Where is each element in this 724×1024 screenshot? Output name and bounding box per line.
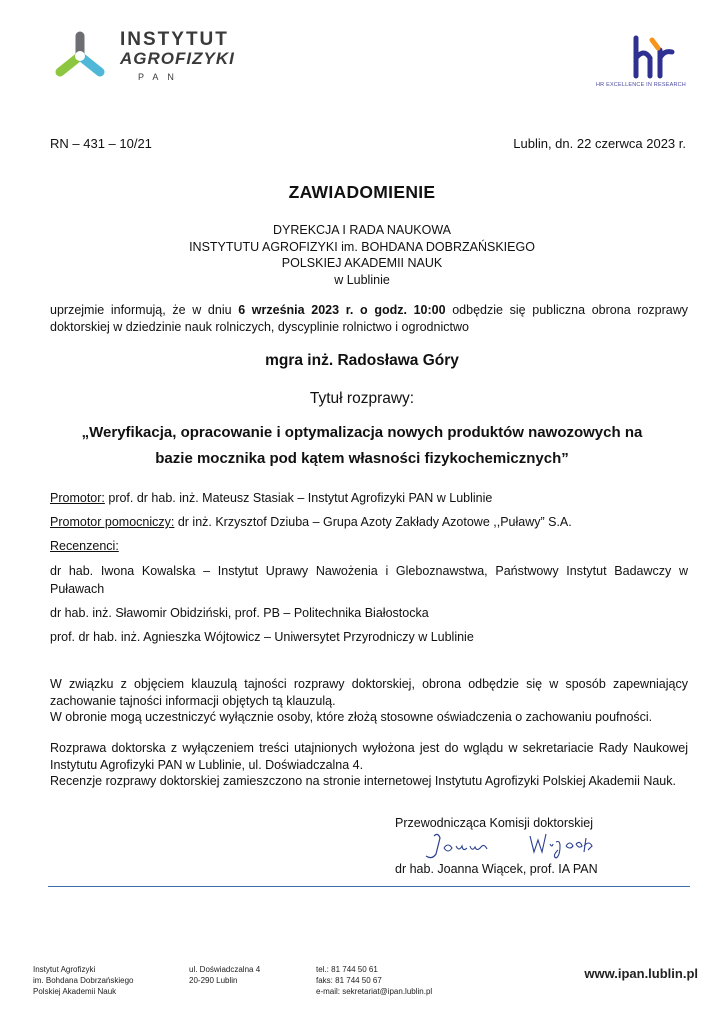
page-title: ZAWIADOMIENIE	[288, 182, 436, 202]
thesis-label: Tytuł rozprawy:	[309, 390, 415, 407]
promotor-text: prof. dr hab. inż. Mateusz Stasiak – Instytut Agrofizyki PAN w Lublinie	[104, 491, 493, 505]
footer-street-col: ul. Doświadczalna 4 20-290 Lublin	[189, 965, 261, 985]
website-link[interactable]: www.ipan.lublin.pl	[584, 966, 698, 981]
document-date: Lublin, dn. 22 czerwca 2023 r.	[513, 136, 686, 151]
institute-logo-icon	[50, 28, 114, 84]
org-line: DYREKCJA I RADA NAUKOWA	[272, 223, 452, 237]
promotor-assistant-text: dr inż. Krzysztof Dziuba – Grupa Azoty Zakłady Azotowe ,,Puławy” S.A.	[174, 515, 572, 529]
signatory-name: dr hab. Joanna Wiącek, prof. IA PAN	[395, 862, 598, 876]
promotor-label: Promotor:	[50, 491, 105, 505]
candidate-name: mgra inż. Radosława Góry	[265, 352, 459, 369]
handwritten-signature	[418, 828, 638, 864]
organization-block	[40, 222, 684, 288]
logo-line-3: PAN	[138, 72, 183, 82]
thesis-title: „Weryfikacja, opracowanie i optymalizacja nowych produktów nawozowych na bazie mocznika pod kątem własności fizykochemicznych”	[81, 424, 643, 467]
reviewer-item: dr hab. inż. Sławomir Obidziński, prof. PB – Politechnika Białostocka	[50, 606, 429, 620]
document-reference: RN – 431 – 10/21	[50, 136, 152, 151]
public-paragraph	[50, 740, 688, 790]
reviewer-item: dr hab. Iwona Kowalska – Instytut Uprawy Nawożenia i Gleboznawstwa, Państwowy Instytut Badawczy w Puławach	[50, 564, 688, 596]
footer-address-col: Instytut Agrofizyki im. Bohdana Dobrzańskiego Polskiej Akademii Nauk	[33, 965, 134, 996]
org-line: POLSKIEJ AKADEMII NAUK	[281, 256, 443, 270]
logo-line-2: AGROFIZYKI	[120, 49, 235, 68]
promotor-assistant-label: Promotor pomocniczy:	[50, 515, 175, 529]
org-line: w Lublinie	[334, 272, 390, 287]
institute-logo-text	[120, 30, 235, 82]
footer-contact-col: tel.: 81 744 50 61 faks: 81 744 50 67 e-mail: sekretariat@ipan.lublin.pl	[316, 965, 433, 996]
reviewer-item: prof. dr hab. inż. Agnieszka Wójtowicz – Uniwersytet Przyrodniczy w Lublinie	[50, 630, 474, 644]
promotor-assistant-line	[50, 514, 688, 531]
hr-caption: HR EXCELLENCE IN RESEARCH	[596, 82, 686, 88]
secrecy-text: W obronie mogą uczestniczyć wyłącznie osoby, które złożą stosowne oświadczenia o zachowaniu poufności.	[50, 710, 653, 724]
public-text: Rozprawa doktorska z wyłączeniem treści utajnionych wyłożona jest do wglądu w sekretariacie Rady Naukowej Instytutu Agrofizyki PAN w Lublinie, ul. Doświadczalna 4.	[50, 741, 688, 772]
intro-paragraph	[50, 302, 688, 336]
footer-divider	[48, 886, 690, 887]
org-line: INSTYTUTU AGROFIZYKI im. BOHDANA DOBRZAŃSKIEGO	[189, 239, 535, 254]
public-text: Recenzje rozprawy doktorskiej zamieszczono na stronie internetowej Instytutu Agrofizyki Polskiej Akademii Nauk.	[50, 774, 676, 788]
promotor-line	[50, 490, 688, 507]
intro-text: uprzejmie informują, że w dniu	[50, 303, 239, 317]
reviewers-label: Recenzenci:	[50, 539, 119, 553]
secrecy-text: W związku z objęciem klauzulą tajności rozprawy doktorskiej, obrona odbędzie się w sposób zapewniający zachowanie tajności informacji objętych tą klauzulą.	[50, 677, 688, 708]
signature-label: Przewodnicząca Komisji doktorskiej	[395, 816, 593, 830]
intro-text: odbędzie się publiczna obrona rozprawy doktorskiej w dziedzinie nauk rolniczych, dyscyplinie rolnictwo i ogrodnictwo	[50, 303, 689, 334]
defense-datetime: 6 września 2023 r. o godz. 10:00	[238, 303, 446, 317]
logo-line-1: INSTYTUT	[120, 29, 229, 50]
secrecy-paragraph	[50, 676, 688, 726]
